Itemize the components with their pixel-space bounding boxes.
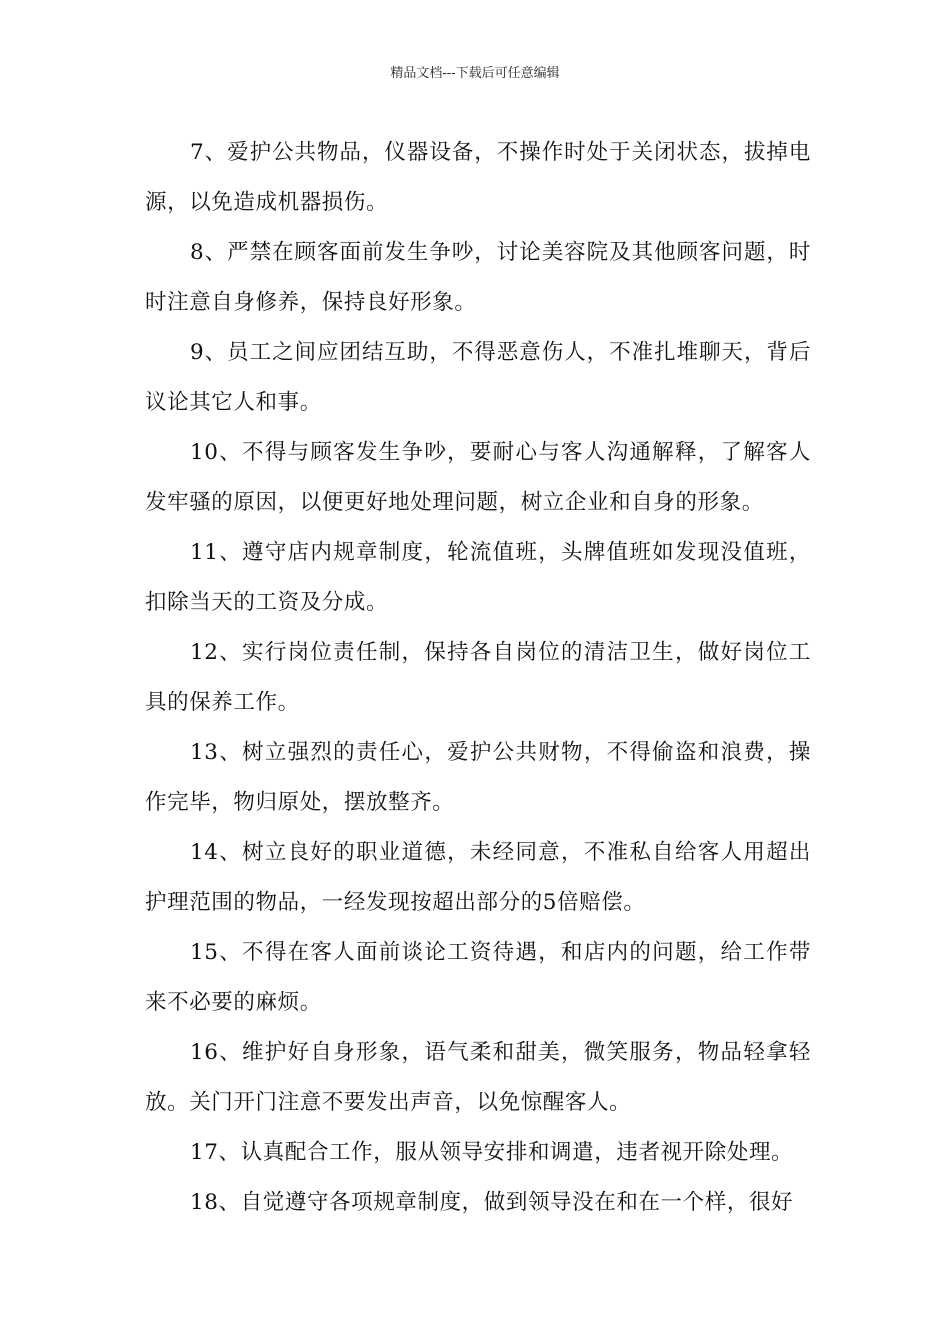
paragraph-14: 14、树立良好的职业道德，未经同意，不准私自给客人用超出护理范围的物品，一经发现按超出部分的5倍赔偿。	[145, 840, 811, 915]
paragraph-9: 9、员工之间应团结互助，不得恶意伤人，不准扎堆聊天，背后议论其它人和事。	[145, 340, 811, 415]
document-body	[145, 128, 811, 1228]
paragraph-16: 16、维护好自身形象，语气柔和甜美，微笑服务，物品轻拿轻放。关门开门注意不要发出声音，以免惊醒客人。	[145, 1040, 811, 1115]
paragraph-13: 13、树立强烈的责任心，爱护公共财物，不得偷盗和浪费，操作完毕，物归原处，摆放整齐。	[145, 740, 811, 815]
paragraph-11: 11、遵守店内规章制度，轮流值班，头牌值班如发现没值班，扣除当天的工资及分成。	[145, 540, 811, 615]
paragraph-15: 15、不得在客人面前谈论工资待遇，和店内的问题，给工作带来不必要的麻烦。	[145, 940, 811, 1015]
paragraph-12: 12、实行岗位责任制，保持各自岗位的清洁卫生，做好岗位工具的保养工作。	[145, 640, 811, 715]
paragraph-18: 18、自觉遵守各项规章制度，做到领导没在和在一个样，很好	[190, 1190, 794, 1215]
paragraph-7: 7、爱护公共物品，仪器设备，不操作时处于关闭状态，拔掉电源，以免造成机器损伤。	[145, 140, 811, 215]
paragraph-10: 10、不得与顾客发生争吵，要耐心与客人沟通解释，了解客人发牢骚的原因，以便更好地处理问题，树立企业和自身的形象。	[145, 440, 811, 515]
page-header: 精品文档---下载后可任意编辑	[390, 66, 560, 81]
paragraph-17: 17、认真配合工作，服从领导安排和调遣，违者视开除处理。	[190, 1140, 794, 1165]
paragraph-8: 8、严禁在顾客面前发生争吵，讨论美容院及其他顾客问题，时时注意自身修养，保持良好形象。	[145, 240, 811, 315]
